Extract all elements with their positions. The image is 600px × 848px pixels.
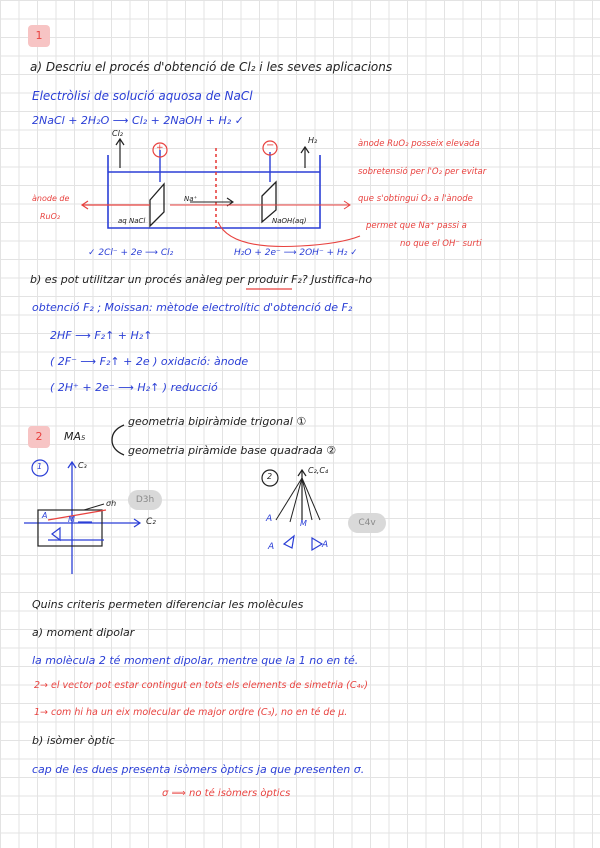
molecule-1-atom-m: M — [68, 515, 75, 524]
molecule-2-atom-a-bottom-left: A — [268, 542, 275, 552]
optical-isomer-note: σ ⟹ no té isòmers òptics — [162, 788, 291, 799]
molecule-1-point-group: D3h — [128, 490, 162, 510]
question-1-badge: 1 — [28, 25, 50, 47]
membrane-note-line-1: permet que Na⁺ passi a — [366, 221, 467, 231]
criteria-question: Quins criteris permeten diferenciar les molècules — [32, 598, 304, 611]
molecule-2-point-group: C4v — [348, 513, 386, 533]
anode-label-line-1: ànode de — [32, 194, 70, 203]
hf-electrolysis-equation: 2HF ⟶ F₂↑ + H₂↑ — [50, 329, 153, 342]
q1-b-question: b) es pot utilitzar un procés anàleg per produir F₂? Justifica-ho — [30, 273, 373, 286]
anode-label-line-2: RuO₂ — [40, 212, 61, 221]
q1-a-question: a) Descriu el procés d'obtenció de Cl₂ i les seves aplicacions — [30, 60, 393, 74]
sodium-ion-label: Na⁺ — [184, 195, 198, 203]
geometry-square-pyramid: geometria piràmide base quadrada ② — [128, 444, 337, 457]
cathode-minus-sign: − — [266, 140, 275, 151]
anode-note-line-2: sobretensió per l'O₂ per evitar — [358, 167, 487, 177]
q1-b-answer: obtenció F₂ ; Moissan: mètode electrolític d'obtenció de F₂ — [32, 301, 353, 314]
chlor-alkali-equation: 2NaCl + 2H₂O ⟶ Cl₂ + 2NaOH + H₂ ✓ — [32, 114, 244, 127]
cathode-reaction: H₂O + 2e⁻ ⟶ 2OH⁻ + H₂ ✓ — [234, 248, 358, 258]
molecule-2-atom-a-left: A — [266, 514, 273, 524]
molecule-1-sigma-h-label: σh — [106, 499, 117, 508]
cl2-gas-label: Cl₂ — [112, 129, 124, 138]
molecule-1-atom-a: A — [42, 511, 48, 520]
h2-gas-label: H₂ — [308, 136, 318, 145]
molecule-2-atom-a-bottom-right: A — [322, 540, 329, 550]
anode-reaction: ✓ 2Cl⁻ + 2e ⟶ Cl₂ — [88, 248, 174, 258]
dipole-note-molecule-2: 2→ el vector pot estar contingut en tots els elements de simetria (C₄ᵥ) — [34, 680, 368, 691]
molecule-2-number: 2 — [267, 472, 273, 481]
molecule-2-axis-label: C₂,C₄ — [308, 466, 329, 475]
right-solution-label: NaOH(aq) — [272, 217, 307, 225]
q1-a-answer-title: Electròlisi de solució aquosa de NaCl — [32, 89, 253, 103]
molecule-1-number: 1 — [37, 462, 43, 471]
left-solution-label: aq NaCl — [118, 217, 146, 225]
fluoride-oxidation: ( 2F⁻ ⟶ F₂↑ + 2e ) oxidació: ànode — [50, 355, 249, 368]
dipole-moment-label: a) moment dipolar — [32, 626, 135, 639]
anode-plus-sign: + — [156, 143, 164, 153]
molecule-2-atom-m: M — [300, 519, 307, 528]
dipole-moment-answer: la molècula 2 té moment dipolar, mentre que la 1 no en té. — [32, 654, 359, 667]
membrane-note-line-2: no que el OH⁻ surti — [400, 239, 482, 249]
dipole-note-molecule-1: 1→ com hi ha un eix molecular de major ordre (C₃), no en té de μ. — [34, 707, 348, 718]
proton-reduction: ( 2H⁺ + 2e⁻ ⟶ H₂↑ ) reducció — [50, 381, 218, 394]
optical-isomer-label: b) isòmer òptic — [32, 734, 115, 747]
optical-isomer-answer: cap de les dues presenta isòmers òptics ja que presenten σ. — [32, 763, 365, 776]
geometry-trigonal-bipyramid: geometria bipiràmide trigonal ① — [128, 415, 307, 428]
anode-note-line-1: ànode RuO₂ posseix elevada — [358, 139, 480, 149]
molecule-1-c2-axis-label: C₂ — [146, 517, 156, 527]
question-2-badge: 2 — [28, 426, 50, 448]
ma5-formula: MA₅ — [64, 430, 86, 443]
molecule-1-c3-axis-label: C₃ — [78, 461, 87, 470]
anode-note-line-3: que s'obtingui O₂ a l'ànode — [358, 194, 473, 204]
